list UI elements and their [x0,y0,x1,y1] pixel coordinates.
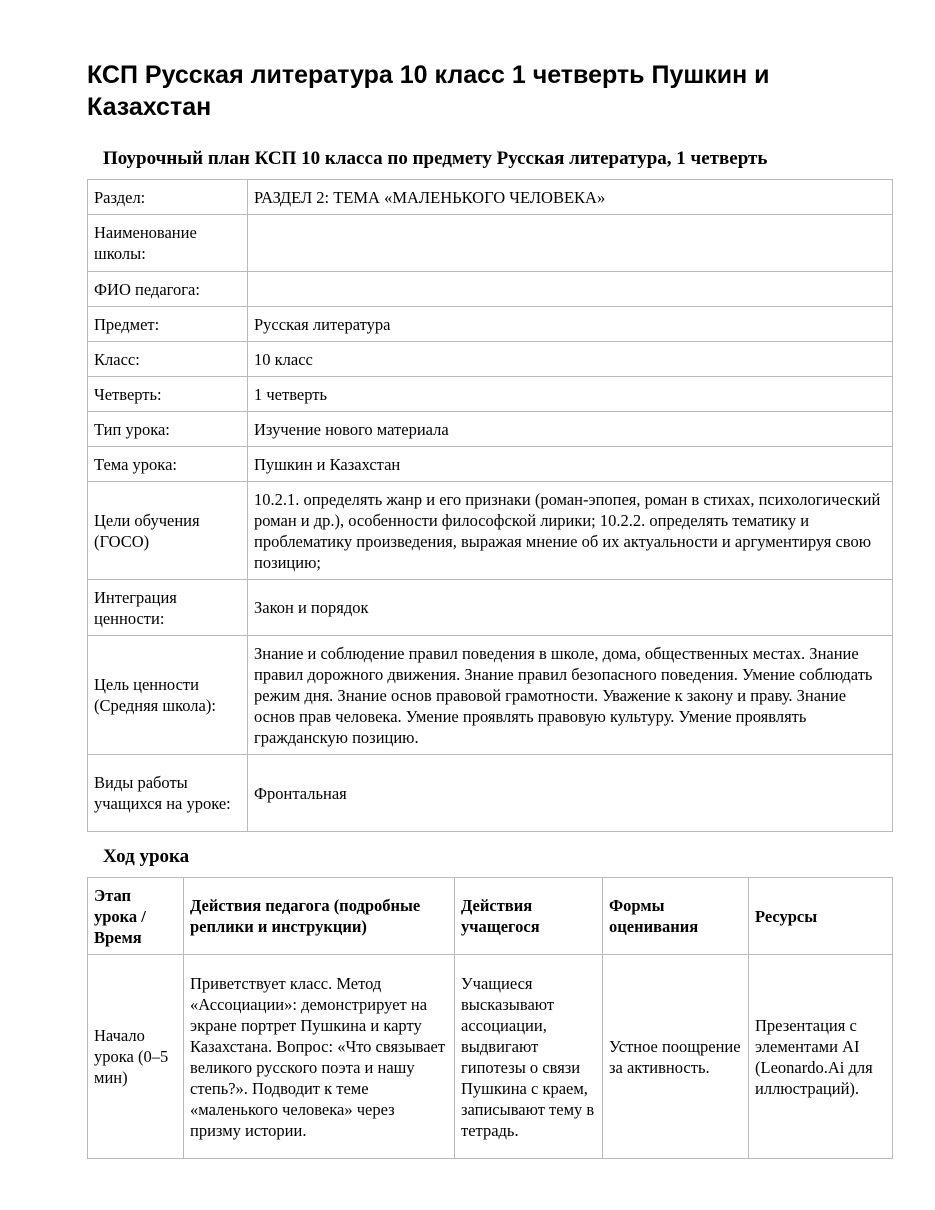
info-value: 10 класс [248,342,893,377]
info-value: Изучение нового материала [248,412,893,447]
info-row-teacher [88,272,893,307]
info-label: ФИО педагога: [88,272,248,307]
info-value: Закон и порядок [248,580,893,636]
info-row-work-types [88,755,893,832]
info-row-value-integration [88,580,893,636]
table-row [88,955,893,1159]
header-teacher-actions: Действия педагога (подробные реплики и инструкции) [184,878,455,955]
header-resources: Ресурсы [749,878,893,955]
info-label: Четверть: [88,377,248,412]
info-label: Тип урока: [88,412,248,447]
plan-heading: Поурочный план КСП 10 класса по предмету Русская литература, 1 четверть [103,148,768,169]
info-label: Тема урока: [88,447,248,482]
info-value: 1 четверть [248,377,893,412]
header-stage: Этап урока / Время [88,878,184,955]
info-value [248,272,893,307]
info-row-grade [88,342,893,377]
cell-stage: Начало урока (0–5 мин) [88,955,184,1159]
info-value: Фронтальная [248,755,893,832]
info-row-lesson-type [88,412,893,447]
info-label: Интеграция ценности: [88,580,248,636]
info-label: Цель ценности (Средняя школа): [88,636,248,755]
info-value: Знание и соблюдение правил поведения в школе, дома, общественных местах. Знание правил дорожного движения. Знание правил безопасного поведения. Умение соблюдать режим дня. Знание основ правовой грамотности. Уважение к закону и праву. Знание основ прав человека. Умение проявлять правовую культуру. Умение проявлять гражданскую позицию. [248,636,893,755]
page-title: КСП Русская литература 10 класс 1 четверть Пушкин и Казахстан [87,61,770,121]
cell-teacher-actions: Приветствует класс. Метод «Ассоциации»: демонстрирует на экране портрет Пушкина и карту Казахстана. Вопрос: «Что связывает великого русского поэта и нашу степь?». Подводит к теме «маленького человека» через призму истории. [184,955,455,1159]
info-value: Русская литература [248,307,893,342]
info-row-subject [88,307,893,342]
info-value: Пушкин и Казахстан [248,447,893,482]
cell-student-actions: Учащиеся высказывают ассоциации, выдвигают гипотезы о связи Пушкина с краем, записывают тему в тетрадь. [455,955,603,1159]
info-label: Класс: [88,342,248,377]
info-row-quarter [88,377,893,412]
info-row-section [88,180,893,215]
lesson-header-row [88,878,893,955]
info-label: Наименование школы: [88,215,248,272]
header-student-actions: Действия учащегося [455,878,603,955]
info-value [248,215,893,272]
lesson-heading: Ход урока [103,846,190,867]
info-label: Цели обучения (ГОСО) [88,482,248,580]
header-assessment: Формы оценивания [603,878,749,955]
cell-resources: Презентация с элементами AI (Leonardo.Ai для иллюстраций). [749,955,893,1159]
cell-assessment: Устное поощрение за активность. [603,955,749,1159]
info-row-goals [88,482,893,580]
info-value: РАЗДЕЛ 2: ТЕМА «МАЛЕНЬКОГО ЧЕЛОВЕКА» [248,180,893,215]
info-label: Виды работы учащихся на уроке: [88,755,248,832]
info-label: Раздел: [88,180,248,215]
info-value: 10.2.1. определять жанр и его признаки (роман-эпопея, роман в стихах, психологический роман и др.), особенности философской лирики; 10.2.2. определять тематику и проблематику произведения, выражая мнение об их актуальности и аргументируя свою позицию; [248,482,893,580]
info-row-school [88,215,893,272]
info-label: Предмет: [88,307,248,342]
lesson-table [87,877,893,1159]
info-row-value-goal [88,636,893,755]
info-table [87,179,893,832]
info-row-topic [88,447,893,482]
